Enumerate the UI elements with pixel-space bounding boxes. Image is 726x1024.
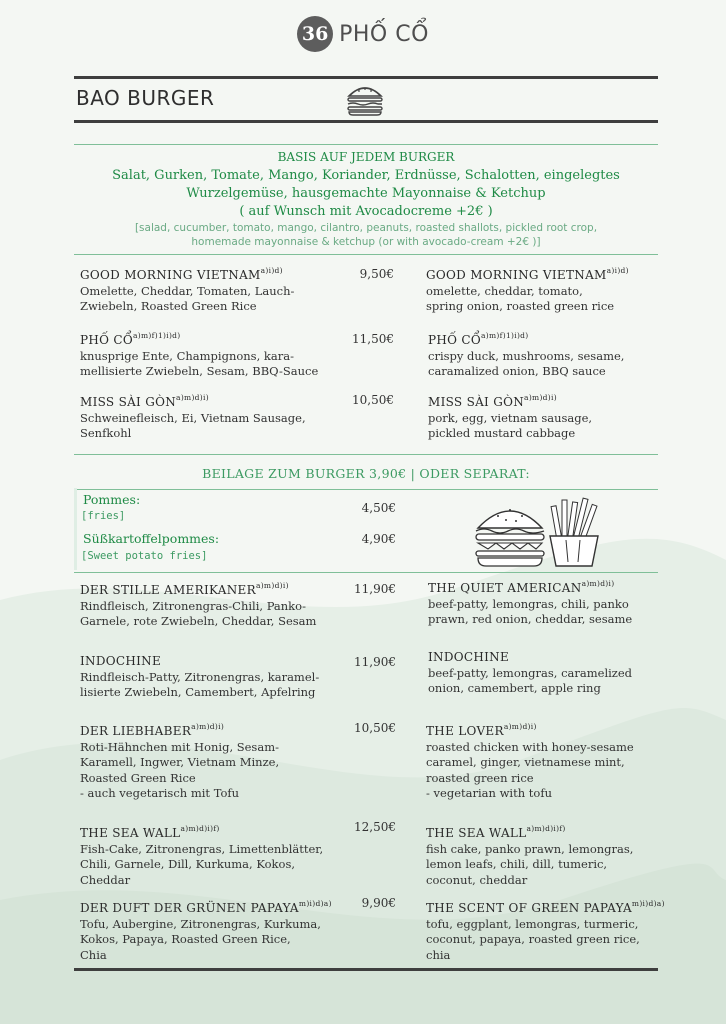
allergens: a)m)d)i) — [255, 581, 289, 590]
allergens: m)i)d)a) — [298, 899, 332, 908]
logo-number-badge: 36 — [297, 16, 333, 52]
allergens: a)m)d)i) — [191, 722, 225, 731]
burger-icon — [345, 82, 385, 116]
item-desc: tofu, eggplant, lemongras, turmeric, — [426, 916, 639, 931]
item-name: INDOCHINE — [80, 654, 162, 668]
item-desc: prawn, red onion, cheddar, sesame — [428, 612, 633, 626]
divider — [74, 120, 658, 123]
allergens: a)m)f)1)i)d) — [481, 331, 529, 340]
allergens: a)m)d)i) — [581, 579, 615, 588]
divider — [74, 144, 658, 145]
item-desc: mellisierte Zwiebeln, Sesam, BBQ-Sauce — [80, 364, 319, 378]
item-price: 11,50€ — [352, 332, 394, 346]
item-name: DER DUFT DER GRÜNEN PAPAYA — [80, 901, 299, 915]
basis-title: BASIS AUF JEDEM BURGER — [277, 150, 455, 164]
item-desc: Rindfleisch, Zitronengras-Chili, Panko- — [80, 598, 306, 613]
item-desc: knusprige Ente, Champignons, kara- — [80, 348, 294, 363]
item-price: 10,50€ — [354, 721, 396, 735]
item-name: DER STILLE AMERIKANER — [80, 583, 256, 597]
item-desc: Chia — [80, 947, 107, 962]
menu-item-en — [428, 390, 658, 442]
item-name: MISS SÀI GÒN — [428, 395, 525, 409]
item-desc: Fish-Cake, Zitronengras, Limettenblätter, — [80, 841, 324, 856]
item-desc: roasted green rice — [426, 770, 534, 785]
item-desc: lemon leafs, chili, dill, tumeric, — [426, 857, 608, 871]
item-desc: fish cake, panko prawn, lemongras, — [426, 841, 634, 856]
side-name: Süßkartoffelpommes: — [83, 531, 220, 546]
allergens: a)m)d)i) — [503, 722, 537, 731]
divider — [74, 454, 658, 455]
item-name: THE QUIET AMERICAN — [428, 581, 582, 595]
item-desc: Omelette, Cheddar, Tomaten, Lauch- — [80, 283, 295, 298]
menu-item-de — [80, 328, 340, 380]
menu-item-de — [80, 719, 342, 802]
allergens: a)i)d) — [606, 266, 629, 275]
item-desc: Rindfleisch-Patty, Zitronengras, karamel- — [80, 669, 320, 684]
item-desc: lisierte Zwiebeln, Camembert, Apfelring — [80, 685, 316, 699]
item-desc: Roti-Hähnchen mit Honig, Sesam- — [80, 739, 279, 754]
divider — [74, 489, 658, 490]
divider — [74, 254, 658, 255]
item-desc: Schweinefleisch, Ei, Vietnam Sausage, — [80, 410, 306, 425]
side-name: Pommes: — [83, 492, 141, 507]
item-name: GOOD MORNING VIETNAM — [80, 268, 261, 282]
item-desc: Roasted Green Rice — [80, 770, 196, 785]
item-desc: Chili, Garnele, Dill, Kurkuma, Kokos, — [80, 857, 296, 871]
logo-name: PHỐ CỔ — [339, 21, 429, 47]
side-sub: [Sweet potato fries] — [81, 550, 208, 562]
item-desc: beef-patty, lemongras, caramelized — [428, 665, 633, 680]
item-desc: beef-patty, lemongras, chili, panko — [428, 596, 629, 611]
item-desc: caramel, ginger, vietnamese mint, — [426, 755, 625, 769]
menu-item-en — [426, 896, 666, 963]
menu-item-de — [80, 263, 340, 315]
sides-title: BEILAGE ZUM BURGER 3,90€ | ODER SEPARAT: — [202, 466, 530, 481]
item-desc: pickled mustard cabbage — [428, 426, 576, 440]
restaurant-logo — [0, 16, 726, 52]
basis-line: ( auf Wunsch mit Avocadocreme +2€ ) — [239, 204, 493, 219]
item-price: 9,50€ — [359, 267, 394, 281]
menu-item-de — [80, 578, 342, 630]
item-desc: onion, camembert, apple ring — [428, 681, 601, 695]
item-price: 11,90€ — [354, 655, 396, 669]
divider — [74, 572, 658, 573]
menu-item-en — [428, 328, 658, 380]
allergens: a)m)d)i) — [176, 393, 209, 402]
item-name: PHỐ CỔ — [428, 333, 482, 347]
item-name: THE SEA WALL — [426, 826, 527, 840]
item-desc: Kokos, Papaya, Roasted Green Rice, — [80, 932, 291, 946]
item-desc: - auch vegetarisch mit Tofu — [80, 786, 240, 800]
item-desc: coconut, cheddar — [426, 872, 528, 887]
menu-item-en — [428, 576, 658, 628]
menu-item-en — [426, 719, 658, 802]
allergens: a)m)d)i)f) — [526, 824, 566, 833]
item-desc: coconut, papaya, roasted green rice, — [426, 932, 640, 946]
allergens: m)i)d)a) — [631, 899, 665, 908]
item-desc: roasted chicken with honey-sesame — [426, 739, 634, 754]
divider — [74, 76, 658, 79]
item-name: PHỐ CỔ — [80, 333, 134, 347]
item-desc: Garnele, rote Zwiebeln, Cheddar, Sesam — [80, 614, 317, 628]
item-price: 10,50€ — [352, 393, 394, 407]
menu-item-en — [426, 821, 658, 888]
item-name: THE LOVER — [426, 724, 504, 738]
allergens: a)m)f)1)i)d) — [133, 331, 181, 340]
basis-line: Wurzelgemüse, hausgemachte Mayonnaise & Ketchup — [186, 186, 546, 201]
basis-english: homemade mayonnaise & ketchup (or with avocado-cream +2€ )] — [191, 236, 541, 248]
menu-item-de — [80, 821, 342, 888]
divider — [74, 968, 658, 971]
allergens: a)i)d) — [260, 266, 283, 275]
item-name: GOOD MORNING VIETNAM — [426, 268, 607, 282]
item-price: 11,90€ — [354, 582, 396, 596]
item-desc: Karamell, Ingwer, Vietnam Minze, — [80, 755, 280, 769]
item-desc: chia — [426, 947, 451, 962]
basis-line: Salat, Gurken, Tomate, Mango, Koriander, Erdnüsse, Schalotten, eingelegtes — [112, 168, 620, 183]
item-desc: omelette, cheddar, tomato, — [426, 283, 583, 298]
item-name: INDOCHINE — [428, 650, 510, 664]
section-title: BAO BURGER — [76, 86, 215, 110]
menu-item-en — [426, 263, 658, 315]
sides-box-edge — [74, 488, 77, 570]
item-desc: - vegetarian with tofu — [426, 786, 552, 800]
item-name: THE SEA WALL — [80, 826, 181, 840]
item-name: DER LIEBHABER — [80, 724, 192, 738]
menu-item-en — [428, 650, 658, 697]
item-name: THE SCENT OF GREEN PAPAYA — [426, 901, 632, 915]
side-price: 4,50€ — [361, 501, 396, 515]
item-desc: caramalized onion, BBQ sauce — [428, 364, 606, 378]
item-desc: Cheddar — [80, 872, 131, 887]
side-sub: [fries] — [81, 510, 126, 522]
item-desc: Zwiebeln, Roasted Green Rice — [80, 299, 257, 313]
item-desc: pork, egg, vietnam sausage, — [428, 410, 593, 425]
side-price: 4,90€ — [361, 532, 396, 546]
allergens: a)m)d)i)f) — [180, 824, 220, 833]
item-desc: Senfkohl — [80, 426, 132, 440]
item-price: 12,50€ — [354, 820, 396, 834]
menu-item-de — [80, 654, 342, 701]
burger-and-fries-icon — [470, 496, 610, 570]
menu-item-de — [80, 896, 342, 963]
menu-item-de — [80, 390, 340, 442]
basis-english: [salad, cucumber, tomato, mango, cilantro, peanuts, roasted shallots, pickled root crop, — [134, 222, 598, 234]
item-desc: Tofu, Aubergine, Zitronengras, Kurkuma, — [80, 916, 321, 931]
item-desc: spring onion, roasted green rice — [426, 299, 615, 313]
allergens: a)m)d)i) — [524, 393, 557, 402]
item-name: MISS SÀI GÒN — [80, 395, 177, 409]
item-price: 9,90€ — [361, 896, 396, 910]
item-desc: crispy duck, mushrooms, sesame, — [428, 348, 625, 363]
